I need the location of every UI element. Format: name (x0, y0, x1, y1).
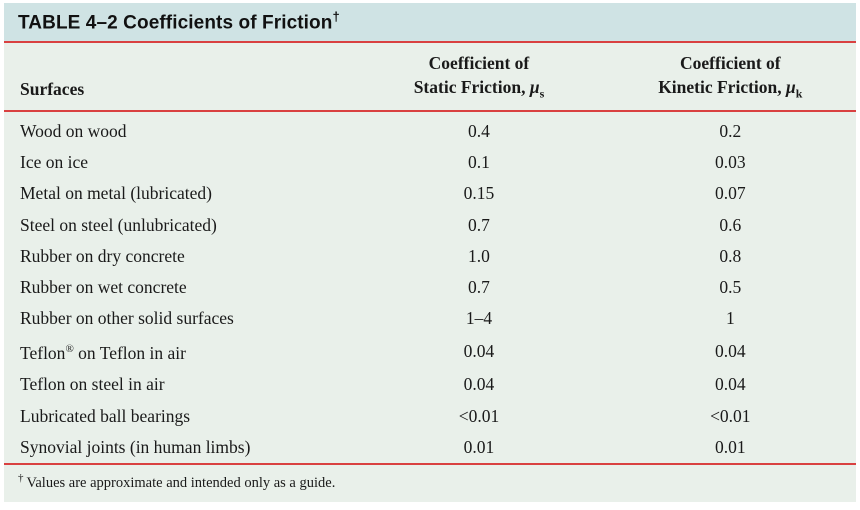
header-kinetic-line2 (605, 76, 856, 102)
row-static: 0.7 (468, 214, 490, 235)
row-surface-text-tail: on Teflon in air (73, 343, 186, 364)
friction-table-body (4, 116, 856, 463)
table-title-bar (4, 3, 856, 41)
table-row (4, 241, 856, 272)
row-surface: Ice on ice (20, 152, 89, 173)
header-static-line2 (353, 76, 604, 102)
row-surface: Rubber on other solid surfaces (20, 308, 234, 329)
table-body (4, 116, 856, 463)
row-surface: Steel on steel (unlubricated) (20, 214, 217, 235)
row-kinetic: 0.03 (715, 152, 746, 173)
row-kinetic: 0.04 (715, 341, 746, 362)
table-row (4, 369, 856, 400)
header-static-friction (353, 43, 604, 110)
row-static: 0.15 (463, 183, 495, 204)
table-row (4, 401, 856, 432)
row-surface-text: Teflon (20, 343, 66, 364)
mu-symbol-static: μ (529, 76, 540, 97)
row-kinetic: 0.07 (715, 183, 746, 204)
row-kinetic: 0.2 (719, 120, 742, 141)
row-surface: Teflon on steel in air (20, 374, 165, 395)
header-kinetic-friction (605, 43, 856, 110)
table-row (4, 303, 856, 334)
table-row (4, 334, 856, 369)
row-static: 0.4 (468, 120, 490, 141)
row-surface (4, 334, 353, 369)
row-kinetic: 0.8 (719, 245, 742, 266)
mu-symbol-kinetic: μ (786, 76, 796, 97)
friction-table (4, 43, 856, 110)
row-static: 1–4 (465, 308, 493, 329)
row-static: 0.7 (468, 276, 490, 297)
row-static: 0.1 (468, 152, 490, 173)
header-row (4, 43, 856, 110)
row-kinetic: 0.5 (719, 276, 742, 297)
header-static-line2-text: Static Friction, (413, 76, 530, 97)
table-row (4, 272, 856, 303)
row-kinetic: 0.6 (719, 214, 742, 235)
title-footnote-marker: † (332, 9, 340, 25)
header-static-line1: Coefficient of (428, 53, 530, 73)
header-surfaces: Surfaces (20, 78, 85, 99)
row-surface: Rubber on wet concrete (20, 276, 187, 297)
table-row (4, 210, 856, 241)
mu-subscript-kinetic: k (795, 86, 803, 101)
footnote-text: Values are approximate and intended only as a guide. (26, 474, 336, 491)
row-static: 0.04 (463, 374, 495, 395)
table-header (4, 43, 856, 110)
header-kinetic-line1: Coefficient of (680, 53, 781, 73)
row-kinetic: 1 (725, 308, 735, 329)
friction-table-card (4, 3, 856, 502)
table-row (4, 432, 856, 463)
row-kinetic: <0.01 (710, 405, 751, 426)
footnote-marker: † (18, 471, 24, 484)
page-title (18, 9, 340, 34)
row-static: 0.01 (463, 436, 495, 457)
row-kinetic: 0.04 (715, 374, 746, 395)
row-static: 1.0 (468, 245, 490, 266)
registered-trademark-icon: ® (65, 343, 74, 356)
table-title-text: TABLE 4–2 Coefficients of Friction (18, 12, 333, 34)
row-surface: Synovial joints (in human limbs) (20, 436, 251, 457)
row-surface: Wood on wood (20, 120, 127, 141)
header-kinetic-line2-text: Kinetic Friction, (658, 76, 787, 97)
row-surface: Lubricated ball bearings (20, 405, 191, 426)
row-surface: Rubber on dry concrete (20, 245, 185, 266)
row-surface: Metal on metal (lubricated) (20, 183, 212, 204)
table-row (4, 116, 856, 147)
table-row (4, 147, 856, 178)
row-static: 0.04 (463, 341, 495, 362)
row-kinetic: 0.01 (715, 436, 746, 457)
row-static: <0.01 (458, 405, 500, 426)
table-row (4, 178, 856, 209)
mu-subscript-static: s (539, 86, 545, 101)
table-footnote (4, 465, 856, 492)
